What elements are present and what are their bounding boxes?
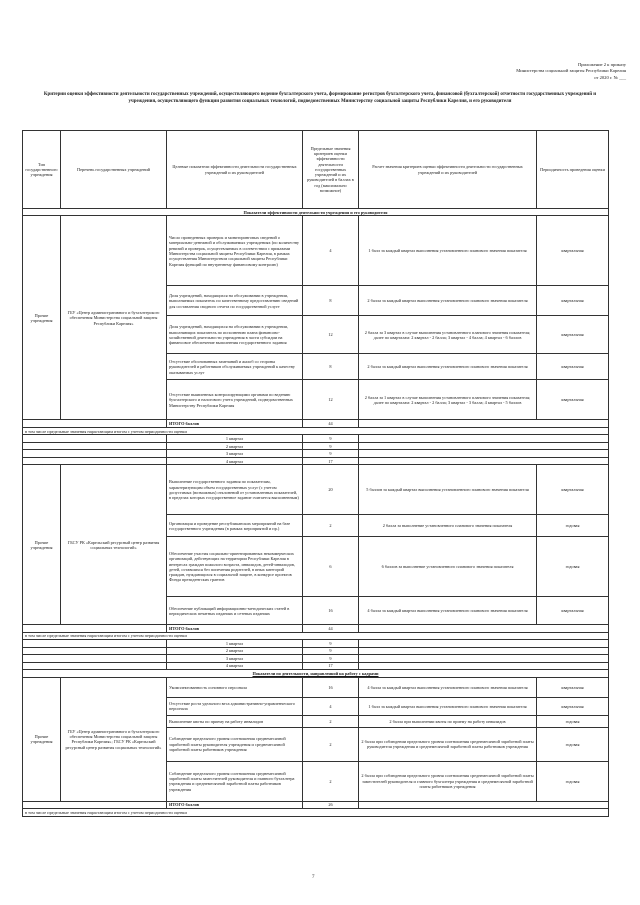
max-score-cell: 2 <box>303 715 359 727</box>
page-number: 7 <box>312 875 315 880</box>
appendix-line-1: Приложение 2 к приказу <box>577 62 626 67</box>
period-cell: квартальная <box>537 697 609 715</box>
indicator-cell: Обеспечение публикаций информационно-методических статей в периодических печатных изданиях и сетевых изданиях <box>167 597 303 625</box>
table-row <box>23 216 609 286</box>
max-score-cell: 4 <box>303 216 359 286</box>
appendix-line-2: Министерства социальной защиты Республики Карелия <box>516 68 626 74</box>
institution-list-cell: ГБСУ РК «Карельский ресурсный центр развития социальных технологий» <box>61 465 167 625</box>
table-row <box>23 465 609 515</box>
quarter-label: 3 квартал <box>167 655 303 662</box>
total-label: ИТОГО баллов <box>167 420 303 427</box>
institution-type-cell: Прочие учреждения <box>23 216 61 420</box>
total-label: ИТОГО баллов <box>167 625 303 632</box>
indicator-cell: Соблюдение предельного уровня соотношения среднемесячной заработной платы руководителя учреждения и среднемесячной заработной платы работников учреждения <box>167 727 303 761</box>
indicator-cell: Доля учреждений, находящихся на обслуживании в учреждении, выполняемых показатель по качественному предоставлению сведений для составления сводного отчета по государственной услуге <box>167 286 303 316</box>
indicator-cell: Отсутствие роста удельного веса административно-управленческого персонала <box>167 697 303 715</box>
period-cell: годовая <box>537 515 609 537</box>
period-cell: квартальная <box>537 354 609 380</box>
quarter-label: 3 квартал <box>167 450 303 457</box>
total-row <box>23 625 609 632</box>
quarter-row <box>23 442 609 449</box>
period-cell: квартальная <box>537 677 609 697</box>
calc-cell: 1 балл за каждый квартал выполнения установленного планового значения показателя <box>359 216 537 286</box>
institution-list-cell: ГБУ «Центр административного и бухгалтерского обеспечения Министерства социальной защиты Республики Карелия»; ГБСУ РК «Карельский ресурсный центр развития социальных технологий» <box>61 677 167 801</box>
period-cell: годовая <box>537 537 609 597</box>
cumulative-note: в том числе предельные значения нарастающим итогом с учетом периодичности оценки <box>23 809 609 816</box>
period-cell: годовая <box>537 727 609 761</box>
calc-cell: 5 баллов за каждый квартал выполнения установленного планового значения показателя <box>359 465 537 515</box>
institution-type-cell: Прочие учреждения <box>23 677 61 801</box>
indicator-cell: Число проведенных проверок и мониторинговых сведений о материально-денежной и обслуживаемых учреждениях (по количеству ревизий и проверок, осуществляемых в соответствии с приказами Министерства социальной защиты Республики Карелия, в рамках осуществления Министерством социальной защиты Республики Карелия функций по внутреннему финансовому контролю) <box>167 216 303 286</box>
calc-cell: 6 баллов за выполнение установленного планового значения показателя <box>359 537 537 597</box>
appendix-note <box>458 62 626 81</box>
calc-cell: 2 балла за каждый квартал выполнения установленного планового значения показателя <box>359 286 537 316</box>
period-cell: квартальная <box>537 216 609 286</box>
calc-cell: 4 балла за каждый квартал выполнения установленного планового значения показателя <box>359 597 537 625</box>
cumulative-note: в том числе предельные значения нарастающим итогом с учетом периодичности оценки <box>23 632 609 639</box>
max-score-cell: 4 <box>303 697 359 715</box>
quarter-row <box>23 647 609 654</box>
max-score-cell: 12 <box>303 380 359 420</box>
quarter-value: 9 <box>303 640 359 647</box>
header-indicators: Целевые показатели эффективности деятельности государственных учреждений и их руководителей <box>167 131 303 209</box>
indicator-cell: Отсутствие обоснованных замечаний и жалоб со стороны руководителей и работников обслуживаемых учреждений к качеству оказываемых услуг <box>167 354 303 380</box>
quarter-row <box>23 457 609 464</box>
cumulative-note-row <box>23 632 609 639</box>
period-cell: квартальная <box>537 465 609 515</box>
period-cell: годовая <box>537 715 609 727</box>
quarter-value: 9 <box>303 647 359 654</box>
calc-cell: 2 балла за выполнение установленного планового значения показателя <box>359 515 537 537</box>
header-period: Периодичность проведения оценки <box>537 131 609 209</box>
quarter-label: 2 квартал <box>167 442 303 449</box>
indicator-cell: Отсутствие выявленных контролирующими органами по ведению бухгалтерского и налогового учета учреждений, подведомственных Министерству Республики Карелия <box>167 380 303 420</box>
quarter-row <box>23 435 609 442</box>
header-list: Перечень государственных учреждений <box>61 131 167 209</box>
calc-cell: 1 балл за каждый квартал выполнения установленного планового значения показателя <box>359 697 537 715</box>
period-cell: квартальная <box>537 597 609 625</box>
period-cell: квартальная <box>537 380 609 420</box>
quarter-label: 1 квартал <box>167 640 303 647</box>
quarter-value: 9 <box>303 450 359 457</box>
indicator-cell: Соблюдение предельного уровня соотношения среднемесячной заработной платы заместителей руководителя и главного бухгалтера учреждения и среднемесячной заработной платы работников учреждения <box>167 761 303 801</box>
quarter-label: 1 квартал <box>167 435 303 442</box>
total-row <box>23 801 609 808</box>
max-score-cell: 6 <box>303 537 359 597</box>
section-heading-1: Показатели эффективности деятельности учреждения и его руководителя <box>23 209 609 216</box>
table-row <box>23 677 609 697</box>
quarter-row <box>23 662 609 669</box>
indicator-cell: Выполнение квоты по приему на работу инвалидов <box>167 715 303 727</box>
calc-cell: 2 балла за 3 квартал в случае выполнения установленного планового значения показателя; далее по кварталам: 2 квартал - 2 балла; 3 квартал - 4 балла; 4 квартал - 6 баллов <box>359 316 537 354</box>
total-value: 26 <box>303 801 359 808</box>
total-row <box>23 420 609 427</box>
header-max: Предельные значения критериев оценки эффективности деятельности государственных учреждений и их руководителей в баллах в год (максимально возможное) <box>303 131 359 209</box>
header-calc: Расчет значения критериев оценки эффективности деятельности государственных учреждений и их руководителей <box>359 131 537 209</box>
calc-cell: 2 балла при соблюдении предельного уровня соотношения среднемесячной заработной платы заместителей руководителя и главного бухгалтера учреждения и среднемесячной заработной платы работников учреждения <box>359 761 537 801</box>
period-cell: годовая <box>537 761 609 801</box>
calc-cell: 2 балла при соблюдении предельного уровня соотношения среднемесячной заработной платы руководителя учреждения и среднемесячной заработной платы работников учреждения <box>359 727 537 761</box>
section-heading-row <box>23 670 609 677</box>
section-heading-row <box>23 209 609 216</box>
table-header-row <box>23 131 609 209</box>
indicator-cell: Доля учреждений, находящихся на обслуживании в учреждении, выполняющих показатель по исполнению плана финансово-хозяйственной деятельности учреждения в части субсидии на финансовое обеспечение выполнения государственного задания <box>167 316 303 354</box>
quarter-value: 9 <box>303 435 359 442</box>
indicator-cell: Обеспечение участия социально-ориентированных некоммерческих организаций, действующих на территории Республики Карелия в интересах граждан пожилого возраста, инвалидов, детей-инвалидов, детей, оставшихся без попечения родителей, в иных категорий граждан, нуждающихся в социальной защите, в конкурсе проектов Фонда президентских грантов <box>167 537 303 597</box>
quarter-label: 2 квартал <box>167 647 303 654</box>
indicator-cell: Выполнение государственного задания по показателям, характеризующим объем государственных услуг (с учетом допустимых (возможных) отклонений от установленных показателей, в пределах которых государственное задание считается выполненным) <box>167 465 303 515</box>
indicator-cell: Организация и проведение республиканских мероприятий на базе государственного учреждения (в рамках мероприятий и пр.) <box>167 515 303 537</box>
max-score-cell: 2 <box>303 761 359 801</box>
calc-cell: 2 балла за 1 квартал в случае выполнения установленного планового значения показателя; далее по кварталам: 2 квартал - 2 балла; 3 квартал - 3 балла; 4 квартал - 5 баллов <box>359 380 537 420</box>
max-score-cell: 2 <box>303 727 359 761</box>
max-score-cell: 2 <box>303 515 359 537</box>
max-score-cell: 16 <box>303 597 359 625</box>
calc-cell: 2 балла за каждый квартал выполнения установленного планового значения показателя <box>359 354 537 380</box>
total-value: 44 <box>303 625 359 632</box>
cumulative-note: в том числе предельные значения нарастающим итогом с учетом периодичности оценки <box>23 427 609 434</box>
quarter-value: 9 <box>303 655 359 662</box>
max-score-cell: 8 <box>303 354 359 380</box>
quarter-value: 17 <box>303 457 359 464</box>
quarter-row <box>23 450 609 457</box>
calc-cell: 4 балла за каждый квартал выполнения установленного планового значения показателя <box>359 677 537 697</box>
cumulative-note-row <box>23 427 609 434</box>
section-heading-2: Показатели по деятельности, направленной на работу с кадрами <box>23 670 609 677</box>
header-type: Тип государственного учреждения <box>23 131 61 209</box>
quarter-label: 4 квартал <box>167 457 303 464</box>
max-score-cell: 8 <box>303 286 359 316</box>
quarter-row <box>23 640 609 647</box>
institution-list-cell: ГБУ «Центр административного и бухгалтерского обеспечения Министерства социальной защиты Республики Карелия» <box>61 216 167 420</box>
quarter-row <box>23 655 609 662</box>
quarter-value: 9 <box>303 442 359 449</box>
institution-type-cell: Прочие учреждения <box>23 465 61 625</box>
period-cell: квартальная <box>537 316 609 354</box>
calc-cell: 2 балла при выполнении квоты по приему на работу инвалидов <box>359 715 537 727</box>
total-label: ИТОГО баллов <box>167 801 303 808</box>
quarter-label: 4 квартал <box>167 662 303 669</box>
period-cell: квартальная <box>537 286 609 316</box>
cumulative-note-row <box>23 809 609 816</box>
total-value: 44 <box>303 420 359 427</box>
appendix-line-3: от 2020 г. № ___ <box>594 74 626 80</box>
max-score-cell: 20 <box>303 465 359 515</box>
document-title: Критерии оценки эффективности деятельности государственных учреждений, осуществляющего ведение бухгалтерского учета, формирование регистров бухгалтерского учета, финансовой (бухгалтерской) отчетности государственных учреждений и учреждения, осуществляющего функции развития социальных технологий, подведомственных Министерству социальной защиты Республики Карелия, и его руководителя <box>43 92 597 104</box>
max-score-cell: 12 <box>303 316 359 354</box>
criteria-table <box>22 130 609 817</box>
indicator-cell: Укомплектованность основного персонала <box>167 677 303 697</box>
quarter-value: 17 <box>303 662 359 669</box>
max-score-cell: 16 <box>303 677 359 697</box>
